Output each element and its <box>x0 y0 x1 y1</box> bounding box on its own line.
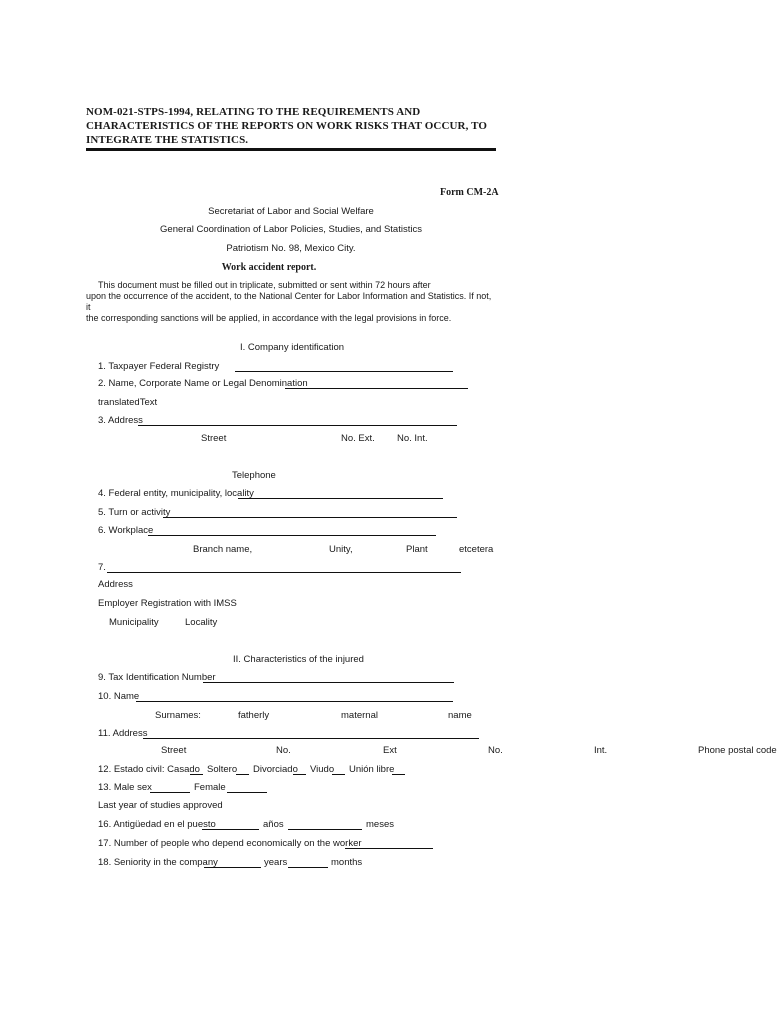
turn-activity-line[interactable] <box>163 517 457 518</box>
label-locality: Locality <box>185 617 218 628</box>
female-blank[interactable] <box>227 792 267 793</box>
company-months-blank[interactable] <box>288 867 328 868</box>
label-address: Address <box>98 579 133 590</box>
label-phone-postal: Phone postal code <box>698 745 777 756</box>
field-company-seniority: 18. Seniority in the company <box>98 857 218 868</box>
label-viudo: Viudo <box>310 764 335 775</box>
report-title: Work accident report. <box>221 262 317 273</box>
label-meses: meses <box>366 819 394 830</box>
dependents-blank[interactable] <box>345 848 433 849</box>
field-7-line[interactable] <box>107 572 461 573</box>
injured-address-line[interactable] <box>143 738 479 739</box>
male-blank[interactable] <box>150 792 190 793</box>
form-label: Form CM-2A <box>440 187 499 198</box>
field-turn-activity: 5. Turn or activity <box>98 507 171 518</box>
section2-heading: II. Characteristics of the injured <box>233 654 364 665</box>
label-int: Int. <box>594 745 608 756</box>
intro-line-2: upon the occurrence of the accident, to the National Center for Labor Information and Statistics. If not, it <box>86 291 492 312</box>
name-line[interactable] <box>136 701 453 702</box>
label-fatherly: fatherly <box>238 710 270 721</box>
intro-line-3: the corresponding sanctions will be applied, in accordance with the legal provisions in force. <box>86 313 452 323</box>
address-line[interactable] <box>138 425 457 426</box>
label-years: years <box>264 857 288 868</box>
label-unity: Unity, <box>329 544 353 555</box>
label-plant: Plant <box>406 544 428 555</box>
position-months-blank[interactable] <box>288 829 362 830</box>
label-telephone: Telephone <box>232 470 276 481</box>
field-workplace: 6. Workplace <box>98 525 154 536</box>
field-sex: 13. Male sex <box>98 782 152 793</box>
label-last-year-studies: Last year of studies approved <box>98 800 223 811</box>
label-no-1: No. <box>276 745 291 756</box>
label-street-2: Street <box>161 745 187 756</box>
title-divider <box>86 148 496 151</box>
label-no-2: No. <box>488 745 503 756</box>
label-etcetera: etcetera <box>459 544 494 555</box>
label-divorciado: Divorciado <box>253 764 298 775</box>
divorciado-blank[interactable] <box>293 774 306 775</box>
field-name: 10. Name <box>98 691 140 702</box>
field-corporate-name: 2. Name, Corporate Name or Legal Denomination <box>98 378 308 389</box>
label-union-libre: Unión libre <box>349 764 395 775</box>
field-tax-id: 9. Tax Identification Number <box>98 672 216 683</box>
field-taxpayer-registry: 1. Taxpayer Federal Registry <box>98 361 220 372</box>
label-employer-registration: Employer Registration with IMSS <box>98 598 237 609</box>
label-municipality: Municipality <box>109 617 159 628</box>
field-position-seniority: 16. Antigüedad en el puesto <box>98 819 216 830</box>
label-name: name <box>448 710 472 721</box>
viudo-blank[interactable] <box>332 774 345 775</box>
casado-blank[interactable] <box>190 774 203 775</box>
label-no-ext: No. Ext. <box>341 433 375 444</box>
label-months: months <box>331 857 363 868</box>
label-no-int: No. Int. <box>397 433 428 444</box>
label-soltero: Soltero <box>207 764 238 775</box>
field-address: 3. Address <box>98 415 143 426</box>
field-federal-entity: 4. Federal entity, municipality, locality <box>98 488 254 499</box>
union-libre-blank[interactable] <box>392 774 405 775</box>
document-title: NOM-021-STPS-1994, RELATING TO THE REQUIREMENTS AND CHARACTERISTICS OF THE REPORTS ON WORK RISKS THAT OCCUR, TO INTEGRATE THE STATISTICS. <box>86 106 487 146</box>
label-surnames: Surnames: <box>155 710 201 721</box>
header-line-3: Patriotism No. 98, Mexico City. <box>226 243 356 254</box>
label-ext: Ext <box>383 745 397 756</box>
label-maternal: maternal <box>341 710 378 721</box>
label-street: Street <box>201 433 227 444</box>
position-years-blank[interactable] <box>202 829 259 830</box>
section1-heading: I. Company identification <box>240 342 345 353</box>
translated-text: translatedText <box>98 397 158 408</box>
header-line-1: Secretariat of Labor and Social Welfare <box>208 206 374 217</box>
federal-entity-line[interactable] <box>238 498 443 499</box>
workplace-line[interactable] <box>148 535 436 536</box>
corporate-name-line[interactable] <box>285 388 468 389</box>
field-civil-status: 12. Estado civil: Casado <box>98 764 200 775</box>
header-line-2: General Coordination of Labor Policies, Studies, and Statistics <box>160 224 422 235</box>
company-years-blank[interactable] <box>204 867 261 868</box>
soltero-blank[interactable] <box>236 774 249 775</box>
label-branch-name: Branch name, <box>193 544 253 555</box>
taxpayer-registry-line[interactable] <box>235 371 453 372</box>
intro-paragraph <box>86 280 496 324</box>
field-7: 7. <box>98 562 106 573</box>
label-anos: años <box>263 819 284 830</box>
field-injured-address: 11. Address <box>98 728 148 739</box>
intro-line-1: This document must be filled out in triplicate, submitted or sent within 72 hours after <box>98 280 431 290</box>
label-female: Female <box>194 782 226 793</box>
field-dependents: 17. Number of people who depend economically on the worker <box>98 838 362 849</box>
tax-id-line[interactable] <box>203 682 454 683</box>
